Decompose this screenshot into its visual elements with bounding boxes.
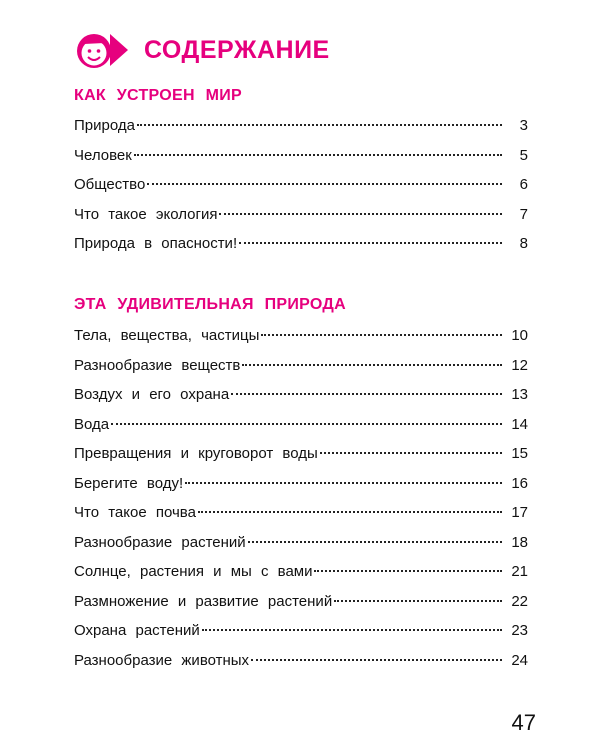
toc-entry-title: Разнообразие веществ [74,356,241,374]
toc-entry-page: 13 [511,386,528,403]
dot-leader [134,154,502,156]
toc-entry-title: Что такое экология [74,205,218,223]
toc-entry-title: Разнообразие растений [74,533,246,551]
toc-entry-page: 7 [519,205,528,223]
toc-entry-page: 24 [511,651,528,669]
section-title-1: КАК УСТРОЕН МИР [74,87,242,104]
toc-entry [74,651,528,681]
toc-entry-page: 6 [519,176,528,193]
dot-leader [219,213,502,215]
toc-entry [74,503,528,533]
toc-entry-title: Природа в опасности! [74,235,238,252]
dot-leader [231,393,502,395]
page-title: СОДЕРЖАНИЕ [144,35,330,64]
toc-entry [74,326,528,356]
toc-entry [74,474,528,504]
toc-list-1 [74,116,528,264]
toc-entry [74,175,528,205]
toc-entry-page: 17 [511,504,528,521]
dot-leader [239,242,502,244]
toc-entry-title: Человек [74,146,132,164]
toc-entry [74,621,528,651]
toc-entry-title: Разнообразие животных [74,651,250,669]
toc-entry [74,146,528,176]
dot-leader [261,334,502,336]
dot-leader [185,482,502,484]
toc-entry [74,116,528,146]
toc-entry [74,385,528,415]
toc-entry-title: Что такое почва [74,504,196,521]
dot-leader [202,629,502,631]
child-face-icon [72,30,130,70]
toc-entry-page: 23 [511,622,528,639]
dot-leader [314,570,502,572]
toc-entry-page: 15 [511,445,528,462]
toc-entry [74,415,528,445]
dot-leader [320,452,502,454]
toc-entry-title: Размножение и развитие растений [74,592,333,610]
dot-leader [198,511,502,513]
toc-entry-page: 3 [519,117,528,134]
toc-entry-title: Природа [74,117,135,134]
toc-entry [74,562,528,592]
toc-entry-page: 22 [511,592,528,610]
toc-entry-title: Превращения и круговорот воды [74,445,318,462]
toc-entry-page: 5 [519,146,528,164]
toc-entry-title: Тела, вещества, частицы [74,327,260,344]
dot-leader [137,124,502,126]
toc-entry [74,356,528,386]
toc-entry-page: 10 [511,327,528,344]
toc-entry-page: 8 [519,235,528,252]
section-title-2: ЭТА УДИВИТЕЛЬНАЯ ПРИРОДА [74,296,346,313]
dot-leader [334,600,502,602]
dot-leader [242,364,502,366]
dot-leader [248,541,502,543]
dot-leader [147,183,502,185]
dot-leader [111,423,502,425]
toc-entry-page: 21 [511,563,528,580]
toc-entry-title: Берегите воду! [74,474,184,492]
toc-entry-page: 12 [511,356,528,374]
toc-entry-title: Воздух и его охрана [74,386,230,403]
header [72,30,330,70]
toc-entry [74,533,528,563]
toc-entry-page: 16 [511,474,528,492]
toc-entry-title: Солнце, растения и мы с вами [74,563,313,580]
toc-entry-page: 18 [511,533,528,551]
toc-entry-title: Вода [74,415,110,433]
toc-entry-title: Общество [74,176,146,193]
toc-entry [74,592,528,622]
dot-leader [251,659,502,661]
page-number: 47 [511,710,536,735]
toc-entry [74,205,528,235]
toc-list-2 [74,326,528,680]
toc-entry-page: 14 [511,415,528,433]
toc-entry [74,444,528,474]
toc-entry-title: Охрана растений [74,622,200,639]
toc-entry [74,234,528,264]
